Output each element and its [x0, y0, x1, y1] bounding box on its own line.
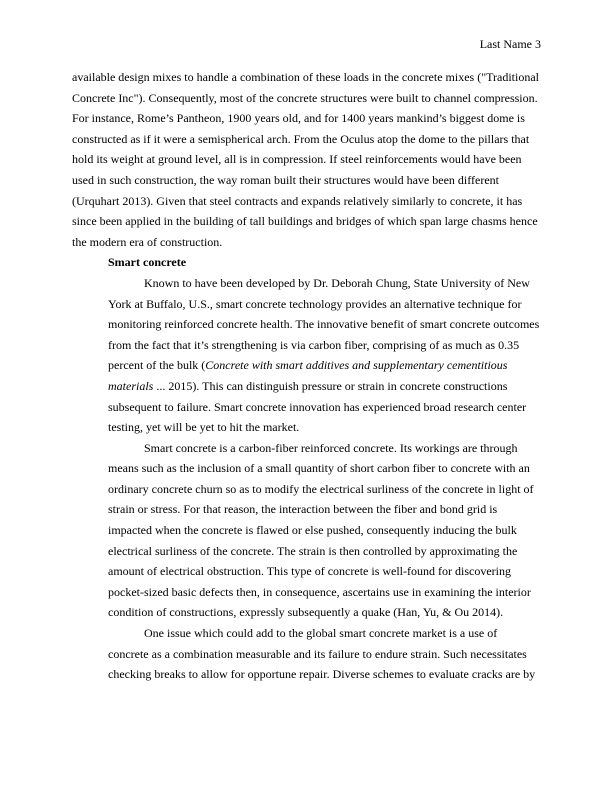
- indented-block: [72, 273, 540, 685]
- paragraph-smart-concrete-intro: [108, 273, 540, 438]
- citation-title-italic: Concrete with smart additives and supplementary cementitious materials: [108, 358, 508, 393]
- running-header: Last Name 3: [479, 37, 541, 51]
- paragraph-carbon-fiber: Smart concrete is a carbon-fiber reinforced concrete. Its workings are through means such as the inclusion of a small quantity of short carbon fiber to concrete with an ordinary concrete churn so as to modify the electrical surliness of the concrete in light of strain or stress. For that reason, the interaction between the fiber and bond grid is impacted when the concrete is flawed or else pushed, consequently inducing the bulk electrical surliness of the concrete. The strain is then controlled by approximating the amount of electrical obstruction. This type of concrete is well-found for discovering pocket-sized basic defects then, in consequence, ascertains use in examining the interior condition of constructions, expressly subsequently a quake (Han, Yu, & Ou 2014).: [108, 440, 534, 620]
- document-body: [72, 67, 540, 685]
- intro-text-start: Known to have been developed by Dr. Deborah Chung, State University of New York at Buffalo, U.S., smart concrete technology provides an alternative technique for monitoring reinforced concrete health. The innovative benefit of smart concrete outcomes from the fact that it’s strengthening is via carbon fiber, comprising of as much as 0.35 percent of the bulk (: [108, 275, 540, 373]
- section-heading-smart-concrete: Smart concrete: [108, 255, 187, 270]
- intro-text-end: ... 2015). This can distinguish pressure or strain in concrete constructions subsequent to failure. Smart concrete innovation has experienced broad research center testing, yet will be yet to hit the market.: [108, 378, 527, 435]
- paragraph-pantheon: available design mixes to handle a combination of these loads in the concrete mixes ("Traditional Concrete Inc"). Consequently, most of the concrete structures were built to channel compression. For instance, Rome’s Pantheon, 1900 years old, and for 1400 years mankind’s biggest dome is constructed as if it were a semispherical arch. From the Oculus atop the dome to the pillars that hold its weight at ground level, all is in compression. If steel reinforcements would have been used in such construction, the way roman built their structures would have been different (Urquhart 2013). Given that steel contracts and expands relatively similarly to concrete, it has since been applied in the building of tall buildings and bridges of which span large chasms hence the modern era of construction.: [72, 70, 539, 249]
- paragraph-market: One issue which could add to the global smart concrete market is a use of concrete as a combination measurable and its failure to endure strain. Such necessitates checking breaks to allow for opportune repair. Diverse schemes to evaluate cracks are by: [108, 626, 536, 682]
